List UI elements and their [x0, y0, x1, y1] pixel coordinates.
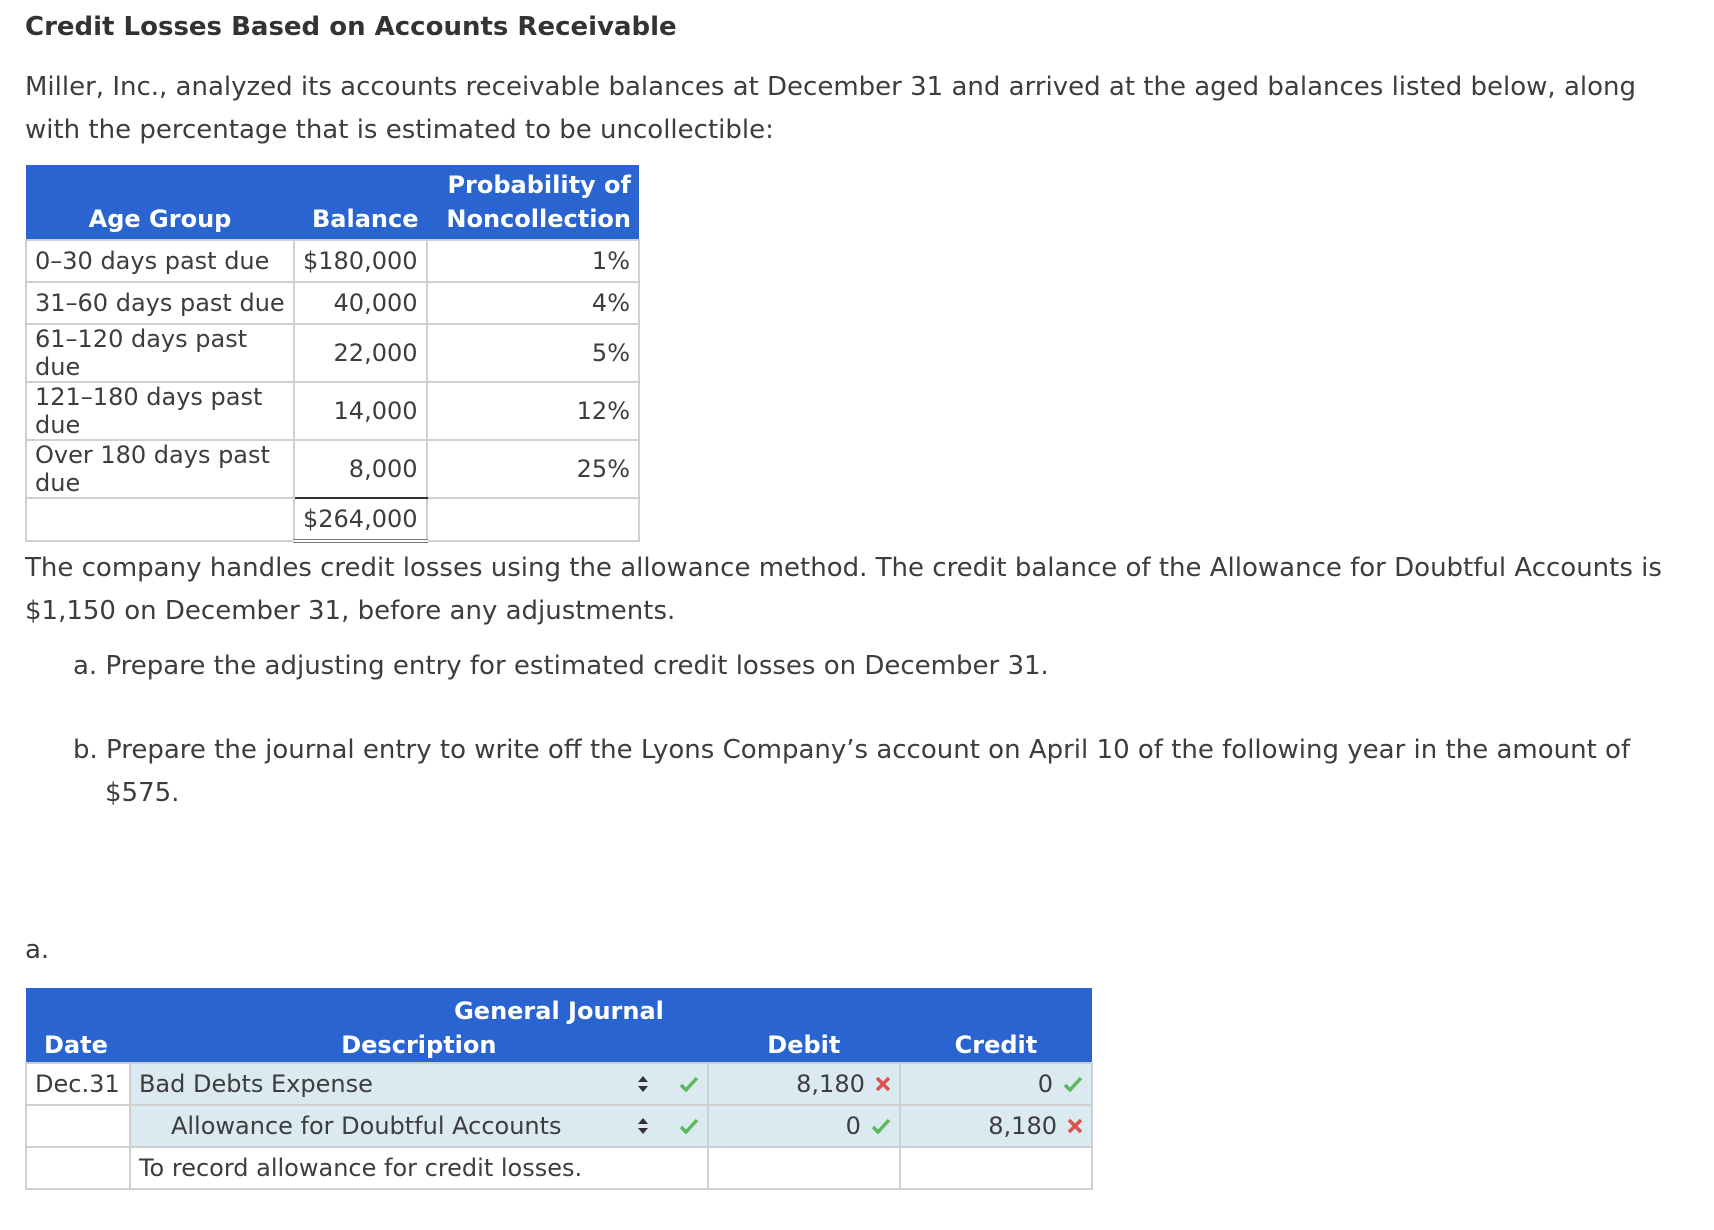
table-row: [26, 382, 639, 440]
part-b-instruction-line2: $575.: [105, 778, 180, 808]
sort-arrows-icon[interactable]: [637, 1117, 649, 1135]
probability-header: [427, 165, 639, 240]
probability-cell: 5%: [427, 324, 639, 382]
table-row: [26, 324, 639, 382]
empty-cell: [900, 1147, 1092, 1189]
check-icon: [679, 1118, 699, 1134]
intro-paragraph: Miller, Inc., analyzed its accounts receivable balances at December 31 and arrived at the aged balances listed below, along with the percentage that is estimated to be uncollectible:: [25, 72, 1637, 145]
debit-header: Debit: [708, 1028, 900, 1063]
date-header: Date: [26, 1028, 130, 1063]
table-row: [26, 240, 639, 282]
general-journal-table: [25, 988, 1093, 1190]
total-balance-cell: $264,000: [294, 498, 427, 541]
probability-cell: 25%: [427, 440, 639, 498]
page-title: Credit Losses Based on Accounts Receivable: [25, 12, 677, 42]
empty-cell: [708, 1147, 900, 1189]
debit-input-cell[interactable]: [708, 1063, 900, 1105]
age-cell: Over 180 days past due: [26, 440, 294, 498]
balance-header: Balance: [294, 165, 427, 240]
date-cell: [26, 1105, 130, 1147]
description-header: Description: [130, 1028, 708, 1063]
age-group-header: Age Group: [26, 165, 294, 240]
credit-header: Credit: [900, 1028, 1092, 1063]
date-cell: [26, 1147, 130, 1189]
empty-cell: [427, 498, 639, 541]
probability-header-line2: Noncollection: [446, 205, 631, 233]
balance-cell: 14,000: [294, 382, 427, 440]
empty-cell: [26, 498, 294, 541]
date-cell: Dec.31: [26, 1063, 130, 1105]
credit-input-cell[interactable]: [900, 1105, 1092, 1147]
sort-arrows-icon[interactable]: [637, 1075, 649, 1093]
debit-value[interactable]: 8,180: [796, 1070, 865, 1098]
age-cell: 0–30 days past due: [26, 240, 294, 282]
part-b-instruction-line1: b. Prepare the journal entry to write off the Lyons Company’s account on April 10 of the following year in the amount of: [73, 735, 1631, 765]
probability-cell: 1%: [427, 240, 639, 282]
account-select-value[interactable]: Allowance for Doubtful Accounts: [170, 1112, 562, 1140]
credit-value[interactable]: 0: [1037, 1070, 1053, 1098]
balance-cell: 22,000: [294, 324, 427, 382]
balance-cell: 8,000: [294, 440, 427, 498]
journal-row: [26, 1063, 1092, 1105]
balance-cell: $180,000: [294, 240, 427, 282]
cross-icon: [1067, 1118, 1083, 1134]
check-icon: [871, 1118, 891, 1134]
probability-cell: 4%: [427, 282, 639, 324]
check-icon: [1063, 1076, 1083, 1092]
check-icon: [679, 1076, 699, 1092]
probability-cell: 12%: [427, 382, 639, 440]
age-cell: 121–180 days past due: [26, 382, 294, 440]
account-select-cell[interactable]: [130, 1105, 708, 1147]
journal-title: General Journal: [26, 988, 1092, 1028]
debit-input-cell[interactable]: [708, 1105, 900, 1147]
journal-row: [26, 1105, 1092, 1147]
allowance-paragraph: The company handles credit losses using the allowance method. The credit balance of the Allowance for Doubtful Accounts is $1,150 on December 31, before any adjustments.: [25, 553, 1662, 626]
credit-value[interactable]: 8,180: [988, 1112, 1057, 1140]
total-row: [26, 498, 639, 541]
credit-input-cell[interactable]: [900, 1063, 1092, 1105]
age-cell: 31–60 days past due: [26, 282, 294, 324]
table-row: [26, 282, 639, 324]
balance-cell: 40,000: [294, 282, 427, 324]
cross-icon: [875, 1076, 891, 1092]
account-select-value[interactable]: Bad Debts Expense: [138, 1070, 373, 1098]
answer-label-a: a.: [25, 935, 50, 965]
journal-row: [26, 1147, 1092, 1189]
table-row: [26, 440, 639, 498]
age-cell: 61–120 days past due: [26, 324, 294, 382]
part-a-instruction: a. Prepare the adjusting entry for estimated credit losses on December 31.: [73, 651, 1049, 681]
debit-value[interactable]: 0: [845, 1112, 861, 1140]
probability-header-line1: Probability of: [447, 171, 631, 199]
account-select-cell[interactable]: [130, 1063, 708, 1105]
explanation-cell: To record allowance for credit losses.: [130, 1147, 708, 1189]
aging-table: [25, 165, 640, 543]
